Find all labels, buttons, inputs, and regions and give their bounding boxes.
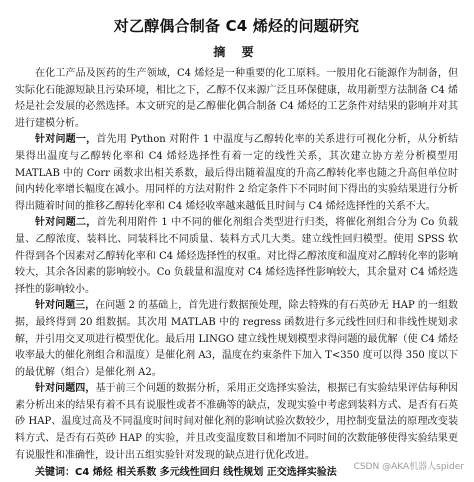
question-four-text: 基于前三个问题的数据分析，采用正交选择实验法，根据已有实验结果评估每种因素分析出来的结果有着不具有说服性或者不准确等的缺点，发现实验中考虑到装料方式、是否有石英砂 HAP、温度过高及不同温度时间时间对催化剂的影响试验次数较少，用控制变量法的原理改变装料方式、是否有石英砂 HAP 的实验，并且改变温度数目和增加不同时间的次数能够使得实验结果更有说服性和准确性，设计出五组实验针对发现的缺点进行优化改进。 [15,383,459,461]
question-two-paragraph [15,215,458,298]
question-four-lead: 针对问题四， [35,383,96,395]
question-four-paragraph [15,381,458,464]
question-two-lead: 针对问题二， [35,217,97,229]
question-three-lead: 针对问题三， [35,300,96,312]
question-three-paragraph [15,298,458,381]
question-one-text: 首先用 Python 对附件 1 中温度与乙醇转化率的关系进行可视化分析，从分析结果得出温度与乙醇转化率和 C4 烯烃选择性有着一定的线性关系，其次建立协方差分析模型用 MATLAB 中的 Corr 函数求出相关系数，最后得出随着温度的升高乙醇转化率也随之升高但单位时间内转化率增长幅度在减小。用同样的方法对附件 2 给定条件下不同时间下得出的实验结果进行分析得出随着时间的推移乙醇转化率和 C4 烯烃收率越来越低且时间与 C4 烯烃选择性的关系不大。 [15,134,459,212]
question-one-paragraph [15,132,458,215]
question-three-text: 在问题 2 的基础上，首先进行数据预处理，除去特殊的有石英砂无 HAP 的一组数据，最终得到 20 组数据。其次用 MATLAB 中的 regress 函数进行多元线性回归和非线性规划求解，并引用交叉项进行模型优化。最后用 LINGO 建立线性规划模型求得问题的最优解（使 C4 烯烃收率最大的催化剂组合和温度）是催化剂 A3，温度在约束条件下加入 T<350 度可以得 350 度以下的最优解（组合）是催化剂 A2。 [15,300,459,378]
csdn-watermark: CSDN @AKA机器人spider [352,459,466,472]
keywords-list: C4 烯烃 相关系数 多元线性回归 线性规划 正交选择实验法 [75,467,337,479]
question-two-text: 首先利用附件 1 中不同的催化剂组合类型进行归类，将催化剂组合分为 Co 负载量、乙醇浓度、装料比、同装料比不同质量、装料方式几大类。建立线性回归模型。使用 SPSS 软件得到各个因素对乙醇转化率和 C4 烯烃选择性的权重。对比得乙醇浓度和温度对乙醇转化率的影响较大，其余各因素的影响较小。Co 负载量和温度对 C4 烯烃选择性影响较大，其余量对 C4 烯烃选择性的影响较小。 [15,217,458,295]
paper-title: 对乙醇偶合制备 C4 烯烃的问题研究 [113,17,360,35]
keywords-label: 关键词： [35,467,75,479]
paragraph-text: 在化工产品及医药的生产领域，C4 烯烃是一种重要的化工原料。一般用化石能源作为制备，但实际化石能源短缺且污染环境，相比之下，乙醇不仅来源广泛且环保健康，故用新型方法制备 C4 烯烃是社会发展的必然选择。本文研究的是乙醇催化偶合制备 C4 烯烃的工艺条件对结果的影响并对其进行建模分析。 [15,68,458,129]
abstract-intro-paragraph [15,66,458,132]
abstract-heading: 摘 要 [213,45,260,59]
question-one-lead: 针对问题一， [35,134,97,146]
